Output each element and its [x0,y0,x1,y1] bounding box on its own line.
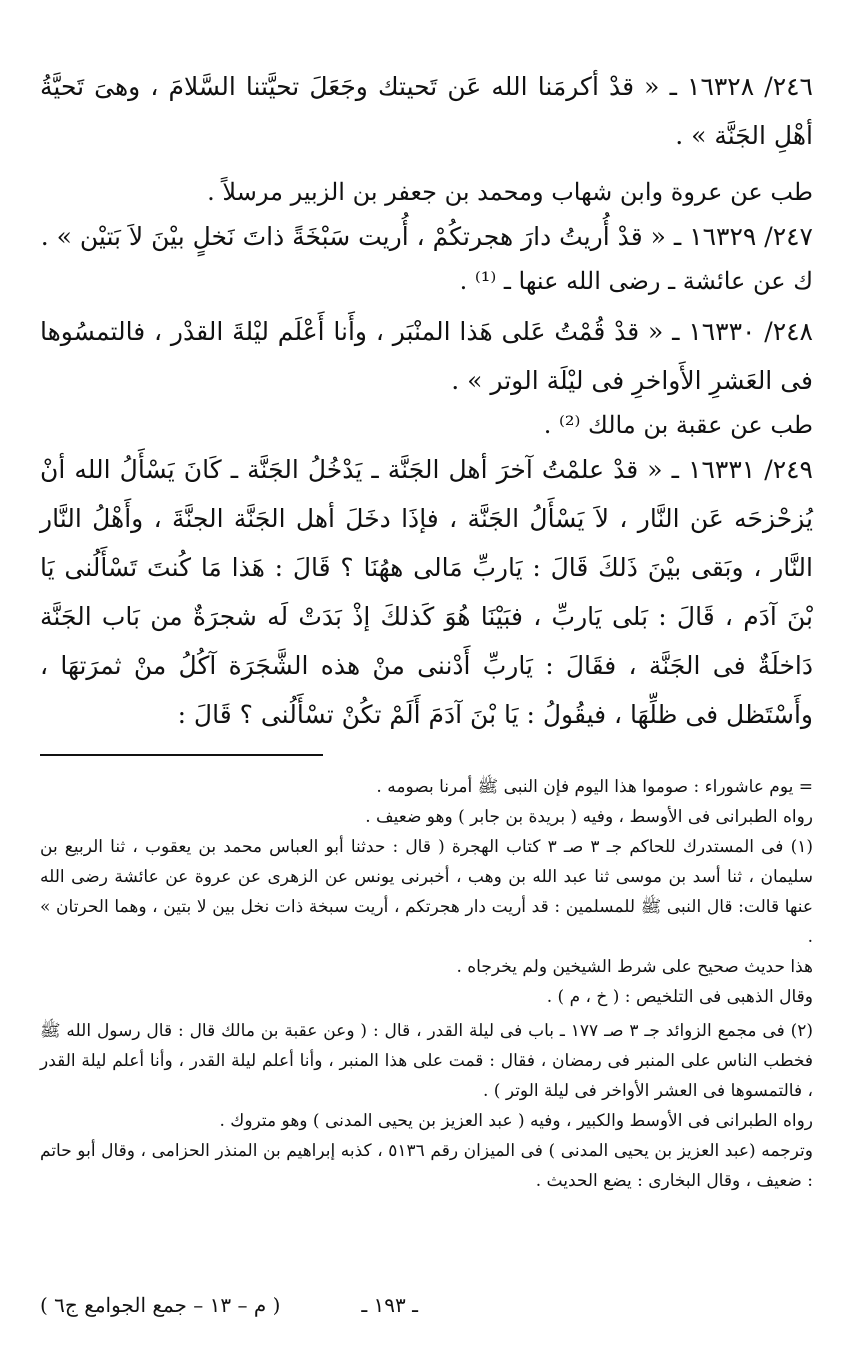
footnotes [40,772,813,1196]
footnote-1: (١) فى المستدرك للحاكم جـ ٣ صـ ٣ كتاب الهجرة ( قال : حدثنا أبو العباس محمد بن يعقوب ، ثنا الربيع بن سليمان ، ثنا أسد بن موسى ثنا عبد الله بن وهب ، أخبرنى يونس عن الزهرى عن عروة عن عائشة رضى الله عنها قالت: قال النبى ﷺ للمسلمين : قد أريت دار هجرتكم ، أريت سبخة ذات نخل بين لا بتين ، وهما الحرتان » . [40,837,814,947]
page-number: ـ ١٩٣ ـ [361,1293,418,1317]
footnote-separator [40,754,323,756]
hadith-248-source: طب عن عقبة بن مالك ⁽²⁾ . [543,411,813,439]
hadith-246: ٢٤٦/ ١٦٣٢٨ ـ « قدْ أكرمَنا الله عَن تَحيتك وجَعَلَ تحيَّتنا السَّلامَ ، وهىَ تَحيَّةُ أهْلِ الجَنَّة » . [40,72,813,150]
hadith-249: ٢٤٩/ ١٦٣٣١ ـ « قدْ علمْتُ آخرَ أهل الجَنَّة ـ يَدْخُلُ الجَنَّة ـ كَانَ يَسْأَلُ الله أنْ يُزحْزحَه عَن النَّار ، لاَ يَسْأَلُ الجَنَّة ، فإذَا دخَلَ أهل الجَنَّة الجنَّةَ ، وأَهْلُ النَّار النَّار ، وبَقى بيْنَ ذَلكَ قَالَ : يَاربِّ مَالى ههُنَا ؟ قَالَ : هَذا مَا كُنتَ تَسْأَلُنى يَا بْنَ آدَم ، قَالَ : بَلى يَاربِّ ، فبَيْنَا هُوَ كَذلكَ إذْ بَدَتْ لَه شجرَةٌ من بَاب الجَنَّة دَاخلَةٌ فى الجَنَّة ، فقَالَ : يَاربِّ أَدْننى منْ هذه الشَّجَرَة آكُلُ منْ ثمرَتهَا ، وأَسْتَظل فى ظلِّهَا ، فيقُولُ : يَا بْنَ آدَمَ أَلَمْ تكُنْ تسْأَلُنى ؟ قَالَ : [40,455,813,729]
hadith-247: ٢٤٧/ ١٦٣٢٩ ـ « قدْ أُريتُ دارَ هجرتكُمْ ، أُريت سَبْخَةً ذاتَ نَخلٍ بيْنَ لاَ بَتيْن » . [40,222,813,251]
footnote-continuation-line-1: = يوم عاشوراء : صوموا هذا اليوم فإن النبى ﷺ أمرنا بصومه . [376,777,813,797]
footnote-1-verdict: هذا حديث صحيح على شرط الشيخين ولم يخرجاه . [456,957,813,977]
hadith-248: ٢٤٨/ ١٦٣٣٠ ـ « قدْ قُمْتُ عَلى هَذا المنْبَر ، وأَنا أَعْلَم ليْلةَ القدْر ، فالتمسُوها فى العَشرِ الأَواخرِ فى ليْلَة الوتر » . [40,317,813,395]
hadith-247-source: ك عن عائشة ـ رضى الله عنها ـ ⁽¹⁾ . [459,267,813,295]
hadith-246-source: طب عن عروة وابن شهاب ومحمد بن جعفر بن الزبير مرسلاً . [207,178,813,206]
footnote-2: (٢) فى مجمع الزوائد جـ ٣ صـ ١٧٧ ـ باب فى ليلة القدر ، قال : ( وعن عقبة بن مالك قال : قال رسول الله ﷺ فخطب الناس على المنبر فى رمضان ، فقال : قمت على هذا المنبر ، وأنا أعلم ليلة القدر ، وأنا أعلم ليلة القدر ، فالتمسوها فى العشر الأواخر فى ليلة الوتر ) . [40,1021,814,1101]
footnote-2-biography: وترجمه (عبد العزيز بن يحيى المدنى ) فى الميزان رقم ٥١٣٦ ، كذبه إبراهيم بن المنذر الحزامى ، وقال أبو حاتم : ضعيف ، وقال البخارى : يضع الحديث . [40,1141,813,1191]
footnote-2-narration: رواه الطبرانى فى الأوسط والكبير ، وفيه ( عبد العزيز بن يحيى المدنى ) وهو متروك . [219,1111,813,1131]
main-text [40,62,813,739]
footnote-continuation-line-2: رواه الطبرانى فى الأوسط ، وفيه ( بريدة بن جابر ) وهو ضعيف . [365,807,813,827]
footnote-1-dhahabi: وقال الذهبى فى التلخيص : ( خ ، م ) . [546,987,813,1007]
work-reference: ( م – ١٣ – جمع الجوامع ج٦ ) [40,1293,281,1317]
